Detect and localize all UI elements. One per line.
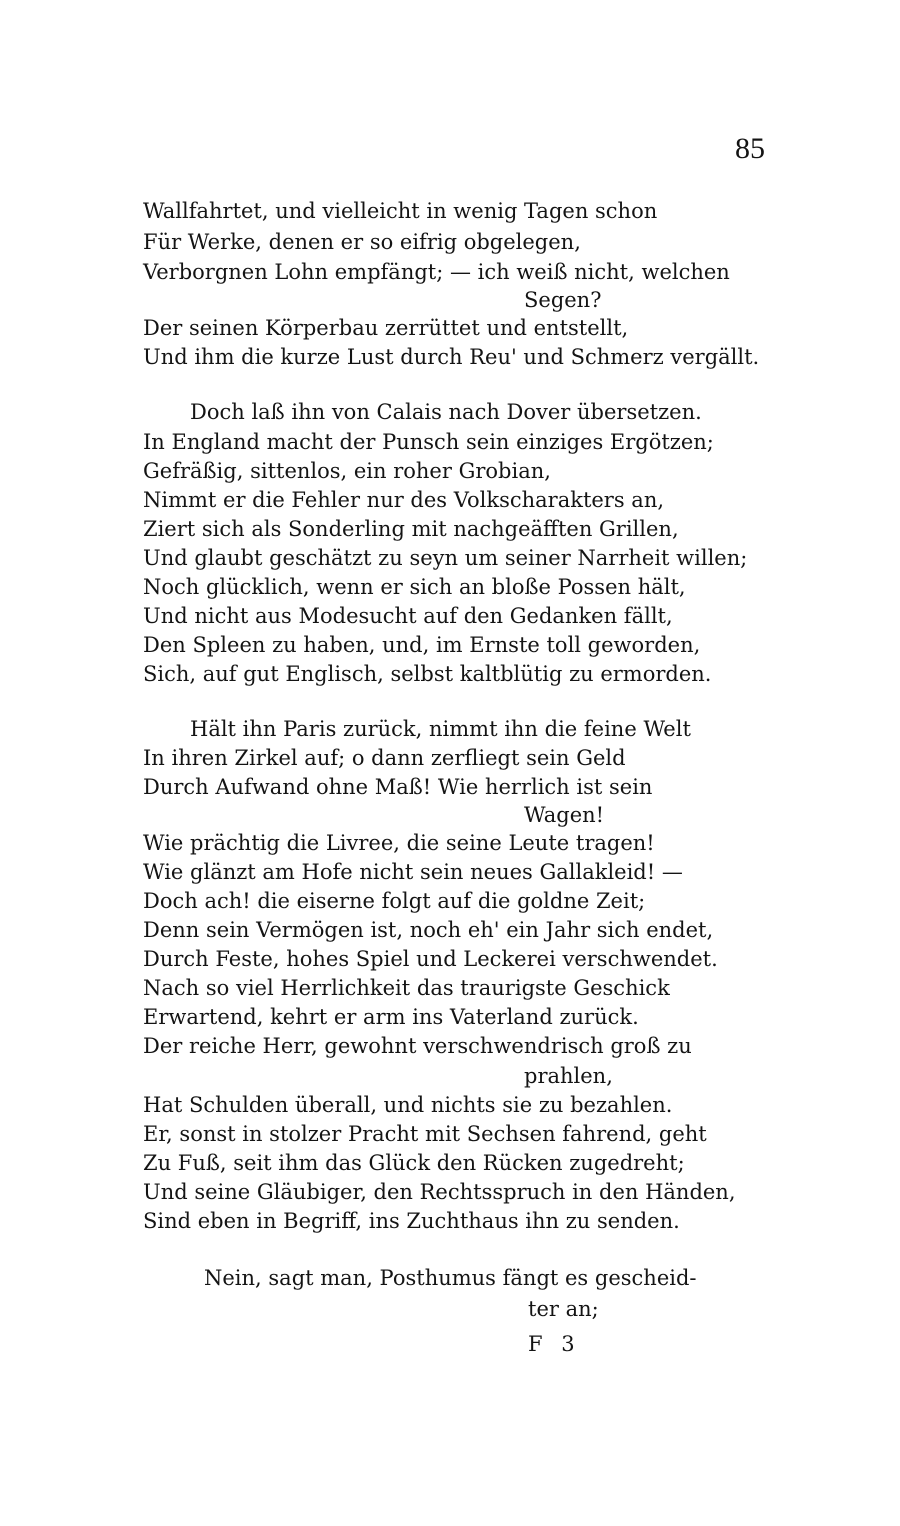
verse-line: Noch glücklich, wenn er sich an bloße Possen hält, bbox=[143, 575, 686, 599]
verse-line: Hat Schulden überall, und nichts sie zu bezahlen. bbox=[143, 1093, 673, 1117]
verse-line: Erwartend, kehrt er arm ins Vaterland zurück. bbox=[143, 1005, 639, 1029]
verse-line: Wallfahrtet, und vielleicht in wenig Tagen schon bbox=[143, 199, 658, 223]
verse-line: Und ihm die kurze Lust durch Reu' und Schmerz vergällt. bbox=[143, 345, 760, 369]
verse-line: Und glaubt geschätzt zu seyn um seiner Narrheit willen; bbox=[143, 546, 748, 570]
verse-line: Sind eben in Begriff, ins Zuchthaus ihn zu senden. bbox=[143, 1209, 680, 1233]
verse-line: In England macht der Punsch sein einziges Ergötzen; bbox=[143, 430, 714, 454]
verse-line-continuation: Wagen! bbox=[524, 803, 605, 827]
verse-line: Gefräßig, sittenlos, ein roher Grobian, bbox=[143, 459, 551, 483]
verse-line-continuation: ter an; bbox=[528, 1297, 599, 1321]
verse-line: Und seine Gläubiger, den Rechtsspruch in den Händen, bbox=[143, 1180, 736, 1204]
verse-line: Wie glänzt am Hofe nicht sein neues Gallakleid! — bbox=[143, 860, 683, 884]
verse-line: Ziert sich als Sonderling mit nachgeäfften Grillen, bbox=[143, 517, 679, 541]
verse-line: Doch ach! die eiserne folgt auf die goldne Zeit; bbox=[143, 889, 646, 913]
verse-line: Sich, auf gut Englisch, selbst kaltblütig zu ermorden. bbox=[143, 662, 712, 686]
verse-line: Nach so viel Herrlichkeit das traurigste Geschick bbox=[143, 976, 670, 1000]
verse-line: Und nicht aus Modesucht auf den Gedanken fällt, bbox=[143, 604, 673, 628]
verse-line: Wie prächtig die Livree, die seine Leute tragen! bbox=[143, 831, 655, 855]
verse-line: Hält ihn Paris zurück, nimmt ihn die feine Welt bbox=[190, 717, 691, 741]
verse-line-continuation: prahlen, bbox=[524, 1064, 613, 1088]
verse-line: Nimmt er die Fehler nur des Volkscharakters an, bbox=[143, 488, 665, 512]
page-number: 85 bbox=[735, 132, 765, 165]
verse-line: Der seinen Körperbau zerrüttet und entstellt, bbox=[143, 316, 629, 340]
verse-line: In ihren Zirkel auf; o dann zerfliegt sein Geld bbox=[143, 746, 626, 770]
verse-line: Nein, sagt man, Posthumus fängt es gescheid- bbox=[204, 1266, 697, 1290]
verse-line: Doch laß ihn von Calais nach Dover übersetzen. bbox=[190, 400, 702, 424]
verse-line: Der reiche Herr, gewohnt verschwendrisch groß zu bbox=[143, 1034, 692, 1058]
verse-line-continuation: Segen? bbox=[524, 288, 602, 312]
verse-line: Verborgnen Lohn empfängt; — ich weiß nicht, welchen bbox=[143, 260, 730, 284]
verse-line: Er, sonst in stolzer Pracht mit Sechsen fahrend, geht bbox=[143, 1122, 707, 1146]
signature-mark: F 3 bbox=[528, 1332, 581, 1356]
verse-line: Durch Aufwand ohne Maß! Wie herrlich ist sein bbox=[143, 775, 653, 799]
verse-line: Den Spleen zu haben, und, im Ernste toll geworden, bbox=[143, 633, 701, 657]
verse-line: Für Werke, denen er so eifrig obgelegen, bbox=[143, 230, 581, 254]
verse-line: Denn sein Vermögen ist, noch eh' ein Jahr sich endet, bbox=[143, 918, 714, 942]
verse-line: Zu Fuß, seit ihm das Glück den Rücken zugedreht; bbox=[143, 1151, 685, 1175]
verse-line: Durch Feste, hohes Spiel und Leckerei verschwendet. bbox=[143, 947, 718, 971]
